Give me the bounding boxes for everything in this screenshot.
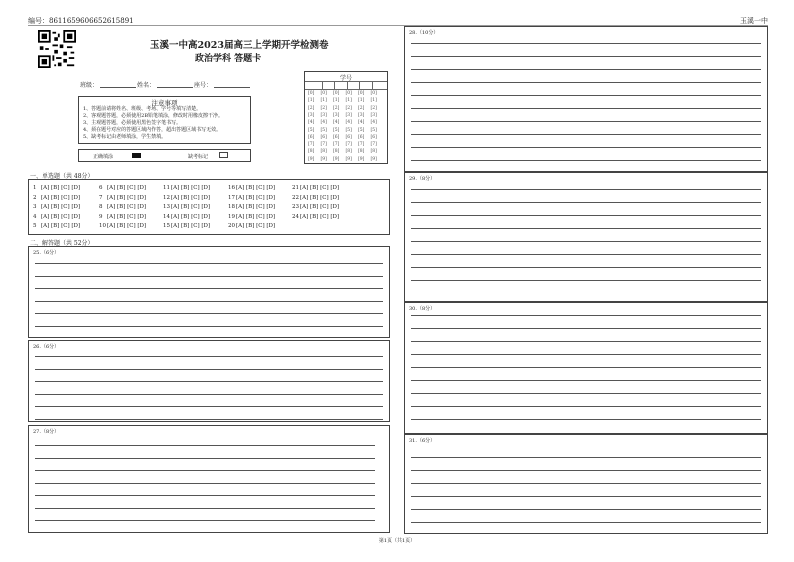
student-digit-option[interactable]: [5] xyxy=(345,127,352,133)
student-digit-option[interactable]: [0] xyxy=(370,91,377,96)
mcq-item[interactable] xyxy=(33,214,80,220)
answer-line[interactable] xyxy=(411,69,761,70)
student-digit-option[interactable]: [6] xyxy=(370,134,377,140)
student-digit-option[interactable]: [3] xyxy=(333,112,340,118)
student-number-label: 学号 xyxy=(339,75,352,82)
mcq-box xyxy=(28,179,390,235)
student-digit-option[interactable]: [4] xyxy=(358,120,365,126)
answer-line[interactable] xyxy=(411,267,761,268)
question-label: 30.（8分） xyxy=(409,306,436,312)
mcq-options[interactable]: [A] [B] [C] [D] xyxy=(107,185,147,191)
name-label: 姓名： xyxy=(137,82,156,89)
legend-box xyxy=(78,149,251,162)
mcq-number: 5 xyxy=(33,223,37,229)
answer-line[interactable] xyxy=(35,495,375,496)
answer-line[interactable] xyxy=(35,520,375,521)
answer-line[interactable] xyxy=(35,369,383,370)
student-digit-option[interactable]: [8] xyxy=(320,149,327,155)
question-label: 31.（6分） xyxy=(409,438,436,444)
answer-line[interactable] xyxy=(411,380,761,381)
mcq-item[interactable] xyxy=(163,214,210,220)
student-digit-option[interactable]: [1] xyxy=(370,98,377,104)
student-digit-option[interactable]: [2] xyxy=(370,105,377,111)
section-mcq-title: 一、单选题（共 48分） xyxy=(30,173,94,180)
class-field[interactable] xyxy=(100,87,136,88)
answer-line[interactable] xyxy=(35,419,383,420)
mcq-number: 1 xyxy=(33,185,37,191)
student-digit-option[interactable]: [0] xyxy=(320,91,327,96)
answer-line[interactable] xyxy=(35,288,383,289)
student-number-grid xyxy=(304,71,388,164)
mcq-options[interactable]: [A] [B] [C] [D] xyxy=(41,194,81,201)
answer-line[interactable] xyxy=(35,483,375,484)
notice-box xyxy=(78,96,251,144)
student-digit-option[interactable]: [7] xyxy=(358,142,365,148)
mcq-item[interactable] xyxy=(228,214,275,220)
exam-subtitle: 政治学科 答题卡 xyxy=(195,54,262,64)
mcq-item[interactable] xyxy=(292,185,339,191)
student-digit-option[interactable]: [7] xyxy=(308,142,315,148)
student-digit-option[interactable]: [2] xyxy=(358,105,365,111)
mcq-options[interactable]: [A] [B] [C] [D] xyxy=(107,223,147,229)
answer-line[interactable] xyxy=(411,95,761,96)
mcq-item[interactable] xyxy=(292,214,339,220)
mcq-number: 8 xyxy=(99,204,103,210)
student-digit-option[interactable]: [1] xyxy=(320,98,327,104)
answer-line[interactable] xyxy=(35,301,383,302)
student-digit-option[interactable]: [8] xyxy=(370,149,377,155)
mcq-item[interactable] xyxy=(163,204,210,210)
legend-absent-label: 缺考标记 xyxy=(188,154,209,160)
question-label: 28.（10分） xyxy=(409,30,439,36)
mcq-number: 2 xyxy=(33,194,37,201)
mcq-number: 11 xyxy=(163,185,170,191)
student-digit-option[interactable]: [8] xyxy=(308,149,315,155)
question-label: 29.（8分） xyxy=(409,176,436,182)
answer-box-q30[interactable] xyxy=(404,302,768,434)
student-digit-option[interactable]: [8] xyxy=(358,149,365,155)
student-digit-option[interactable]: [3] xyxy=(358,112,365,118)
mcq-number: 20 xyxy=(228,223,235,229)
mcq-item[interactable] xyxy=(163,185,210,191)
student-digit-option[interactable]: [5] xyxy=(370,127,377,133)
student-digit-option[interactable]: [0] xyxy=(358,91,365,96)
answer-line[interactable] xyxy=(411,202,761,203)
answer-line[interactable] xyxy=(35,356,383,357)
answer-line[interactable] xyxy=(35,445,375,446)
mcq-item[interactable] xyxy=(228,185,275,191)
question-label: 27.（8分） xyxy=(33,429,60,435)
mcq-number: 19 xyxy=(228,213,235,220)
answer-line[interactable] xyxy=(411,82,761,83)
answer-line[interactable] xyxy=(35,263,383,264)
student-digit-option[interactable]: [9] xyxy=(333,156,340,162)
answer-line[interactable] xyxy=(411,406,761,407)
student-digit-option[interactable]: [6] xyxy=(358,134,365,140)
student-digit-option[interactable]: [7] xyxy=(370,142,377,148)
answer-line[interactable] xyxy=(35,326,383,327)
student-digit-option[interactable]: [7] xyxy=(345,142,352,148)
mcq-number: 24 xyxy=(292,213,299,220)
answer-line[interactable] xyxy=(411,509,761,510)
mcq-number: 3 xyxy=(33,204,37,210)
mcq-number: 13 xyxy=(163,204,170,210)
mcq-number: 9 xyxy=(99,213,103,220)
student-digit-option[interactable]: [2] xyxy=(308,105,315,111)
mcq-options[interactable]: [A] [B] [C] [D] xyxy=(171,223,211,229)
answer-line[interactable] xyxy=(411,147,761,148)
seat-field[interactable] xyxy=(214,87,250,88)
mcq-number: 10 xyxy=(99,223,106,229)
notice-title: 注意事项 xyxy=(151,99,178,107)
answer-line[interactable] xyxy=(411,341,761,342)
student-digit-option[interactable]: [4] xyxy=(308,120,315,126)
student-digit-option[interactable]: [1] xyxy=(308,98,315,104)
student-digit-option[interactable]: [1] xyxy=(333,98,340,104)
answer-line[interactable] xyxy=(411,496,761,497)
student-digit-option[interactable]: [6] xyxy=(345,134,352,140)
mcq-item[interactable] xyxy=(99,214,146,220)
answer-line[interactable] xyxy=(35,470,375,471)
answer-line[interactable] xyxy=(411,43,761,44)
student-digit-option[interactable]: [7] xyxy=(320,142,327,148)
student-digit-option[interactable]: [9] xyxy=(370,156,377,162)
qr-code-icon xyxy=(38,30,76,68)
mcq-number: 15 xyxy=(163,223,170,229)
student-digit-option[interactable]: [3] xyxy=(370,112,377,118)
student-digit-option[interactable]: [3] xyxy=(345,112,352,118)
answer-box-q29[interactable] xyxy=(404,172,768,302)
mcq-number: 16 xyxy=(228,185,235,191)
mcq-number: 23 xyxy=(292,204,299,210)
student-digit-option[interactable]: [8] xyxy=(345,149,352,155)
mcq-item[interactable] xyxy=(292,195,339,201)
question-label: 26.（6分） xyxy=(33,344,60,350)
answer-box-q26[interactable] xyxy=(28,340,390,422)
mcq-number: 22 xyxy=(292,194,299,201)
mcq-item[interactable] xyxy=(33,223,80,229)
answer-box-q28[interactable] xyxy=(404,26,768,172)
answer-line[interactable] xyxy=(411,228,761,229)
mcq-options[interactable]: [A] [B] [C] [D] xyxy=(171,194,211,201)
mcq-number: 14 xyxy=(163,213,170,220)
student-digit-option[interactable]: [2] xyxy=(333,105,340,111)
mcq-number: 12 xyxy=(163,194,170,201)
mcq-options[interactable]: [A] [B] [C] [D] xyxy=(236,204,276,210)
student-digit-option[interactable]: [6] xyxy=(320,134,327,140)
school-name: 玉溪一中 xyxy=(740,17,768,25)
answer-line[interactable] xyxy=(411,315,761,316)
mcq-item[interactable] xyxy=(228,223,275,229)
mcq-options[interactable]: [A] [B] [C] [D] xyxy=(300,194,340,201)
mcq-options[interactable]: [A] [B] [C] [D] xyxy=(236,194,276,201)
serial-number: 编号：8611659606652615891 xyxy=(28,17,134,25)
mcq-number: 17 xyxy=(228,194,235,201)
answer-line[interactable] xyxy=(411,254,761,255)
answer-line[interactable] xyxy=(411,470,761,471)
answer-line[interactable] xyxy=(411,419,761,420)
answer-line[interactable] xyxy=(411,108,761,109)
student-digit-option[interactable]: [3] xyxy=(308,112,315,118)
answer-line[interactable] xyxy=(411,393,761,394)
student-digit-option[interactable]: [4] xyxy=(333,120,340,126)
student-digit-option[interactable]: [6] xyxy=(333,134,340,140)
student-digit-option[interactable]: [2] xyxy=(320,105,327,111)
legend-correct-label: 正确填涂 xyxy=(93,154,114,160)
mcq-item[interactable] xyxy=(99,195,146,201)
mcq-item[interactable] xyxy=(33,195,80,201)
student-digit-option[interactable]: [0] xyxy=(308,91,315,96)
answer-line[interactable] xyxy=(411,121,761,122)
mcq-number: 4 xyxy=(33,213,37,220)
mcq-item[interactable] xyxy=(99,223,146,229)
answer-line[interactable] xyxy=(411,483,761,484)
mcq-options[interactable]: [A] [B] [C] [D] xyxy=(300,204,340,210)
notice-item: 1、答题前请将姓名、班级、考场、学号等填写清楚。 xyxy=(83,106,202,112)
student-digit-option[interactable]: [9] xyxy=(358,156,365,162)
notice-item: 2、客观题答题，必须使用2B铅笔填涂，修改时用橡皮擦干净。 xyxy=(83,113,224,119)
absent-checkbox[interactable] xyxy=(219,152,228,158)
mcq-options[interactable]: [A] [B] [C] [D] xyxy=(236,213,276,220)
notice-item: 3、主观题答题，必须使用黑色签字笔书写。 xyxy=(83,120,182,126)
student-digit-option[interactable]: [9] xyxy=(320,156,327,162)
student-digit-option[interactable]: [5] xyxy=(320,127,327,133)
answer-line[interactable] xyxy=(411,241,761,242)
mcq-options[interactable]: [A] [B] [C] [D] xyxy=(300,213,340,220)
student-digit-option[interactable]: [4] xyxy=(345,120,352,126)
mcq-options[interactable]: [A] [B] [C] [D] xyxy=(41,223,81,229)
student-digit-option[interactable]: [0] xyxy=(333,91,340,96)
mcq-options[interactable]: [A] [B] [C] [D] xyxy=(41,204,81,210)
answer-line[interactable] xyxy=(35,458,375,459)
answer-line[interactable] xyxy=(411,328,761,329)
answer-line[interactable] xyxy=(411,56,761,57)
question-label: 25.（6分） xyxy=(33,250,60,256)
student-digit-option[interactable]: [4] xyxy=(320,120,327,126)
mcq-item[interactable] xyxy=(292,204,339,210)
mcq-options[interactable]: [A] [B] [C] [D] xyxy=(171,204,211,210)
name-field[interactable] xyxy=(157,87,193,88)
section-essay-title: 二、解答题（共 52分） xyxy=(30,240,94,247)
mcq-number: 18 xyxy=(228,204,235,210)
mcq-number: 21 xyxy=(292,185,299,191)
mcq-options[interactable]: [A] [B] [C] [D] xyxy=(41,213,81,220)
mcq-number: 7 xyxy=(99,194,103,201)
answer-box-q27[interactable] xyxy=(28,425,390,533)
filled-mark-icon xyxy=(132,153,141,158)
student-digit-option[interactable]: [3] xyxy=(320,112,327,118)
student-digit-option[interactable]: [0] xyxy=(345,91,352,96)
student-digit-option[interactable]: [7] xyxy=(333,142,340,148)
student-digit-option[interactable]: [2] xyxy=(345,105,352,111)
page-footer: 第1页（共1页） xyxy=(378,538,416,544)
answer-line[interactable] xyxy=(35,276,383,277)
answer-line[interactable] xyxy=(411,354,761,355)
answer-line[interactable] xyxy=(35,313,383,314)
notice-item: 5、缺考标记由老师填涂，学生禁填。 xyxy=(83,134,167,140)
mcq-options[interactable]: [A] [B] [C] [D] xyxy=(236,223,276,229)
mcq-item[interactable] xyxy=(163,223,210,229)
student-digit-option[interactable]: [1] xyxy=(345,98,352,104)
mcq-number: 6 xyxy=(99,185,103,191)
mcq-options[interactable]: [A] [B] [C] [D] xyxy=(41,185,81,191)
answer-line[interactable] xyxy=(411,160,761,161)
answer-line[interactable] xyxy=(411,280,761,281)
mcq-item[interactable] xyxy=(99,185,146,191)
exam-title: 玉溪一中高2023届高三上学期开学检测卷 xyxy=(150,40,329,51)
mcq-options[interactable]: [A] [B] [C] [D] xyxy=(300,185,340,191)
student-digit-option[interactable]: [1] xyxy=(358,98,365,104)
mcq-item[interactable] xyxy=(228,195,275,201)
mcq-item[interactable] xyxy=(33,185,80,191)
answer-line[interactable] xyxy=(411,457,761,458)
mcq-options[interactable]: [A] [B] [C] [D] xyxy=(236,185,276,191)
answer-line[interactable] xyxy=(411,134,761,135)
student-digit-option[interactable]: [5] xyxy=(308,127,315,133)
answer-line[interactable] xyxy=(35,381,383,382)
answer-box-q31[interactable] xyxy=(404,434,768,534)
answer-line[interactable] xyxy=(411,367,761,368)
answer-box-q25[interactable] xyxy=(28,246,390,338)
student-digit-option[interactable]: [5] xyxy=(358,127,365,133)
student-digit-option[interactable]: [8] xyxy=(333,149,340,155)
student-digit-option[interactable]: [9] xyxy=(345,156,352,162)
answer-line[interactable] xyxy=(411,215,761,216)
student-digit-option[interactable]: [6] xyxy=(308,134,315,140)
answer-line[interactable] xyxy=(35,394,383,395)
student-digit-option[interactable]: [4] xyxy=(370,120,377,126)
mcq-options[interactable]: [A] [B] [C] [D] xyxy=(107,213,147,220)
mcq-options[interactable]: [A] [B] [C] [D] xyxy=(107,204,147,210)
answer-line[interactable] xyxy=(35,406,383,407)
seat-label: 座号： xyxy=(194,82,213,89)
mcq-options[interactable]: [A] [B] [C] [D] xyxy=(107,194,147,201)
mcq-options[interactable]: [A] [B] [C] [D] xyxy=(171,185,211,191)
notice-item: 4、须在题号对应的答题区域内作答，超出答题区域书写无效。 xyxy=(83,127,222,133)
student-digit-option[interactable]: [9] xyxy=(308,156,315,162)
answer-line[interactable] xyxy=(35,508,375,509)
answer-line[interactable] xyxy=(411,189,761,190)
mcq-item[interactable] xyxy=(228,204,275,210)
answer-line[interactable] xyxy=(411,522,761,523)
mcq-item[interactable] xyxy=(163,195,210,201)
student-digit-option[interactable]: [5] xyxy=(333,127,340,133)
mcq-item[interactable] xyxy=(33,204,80,210)
mcq-item[interactable] xyxy=(99,204,146,210)
mcq-options[interactable]: [A] [B] [C] [D] xyxy=(171,213,211,220)
class-label: 班级： xyxy=(80,82,99,89)
